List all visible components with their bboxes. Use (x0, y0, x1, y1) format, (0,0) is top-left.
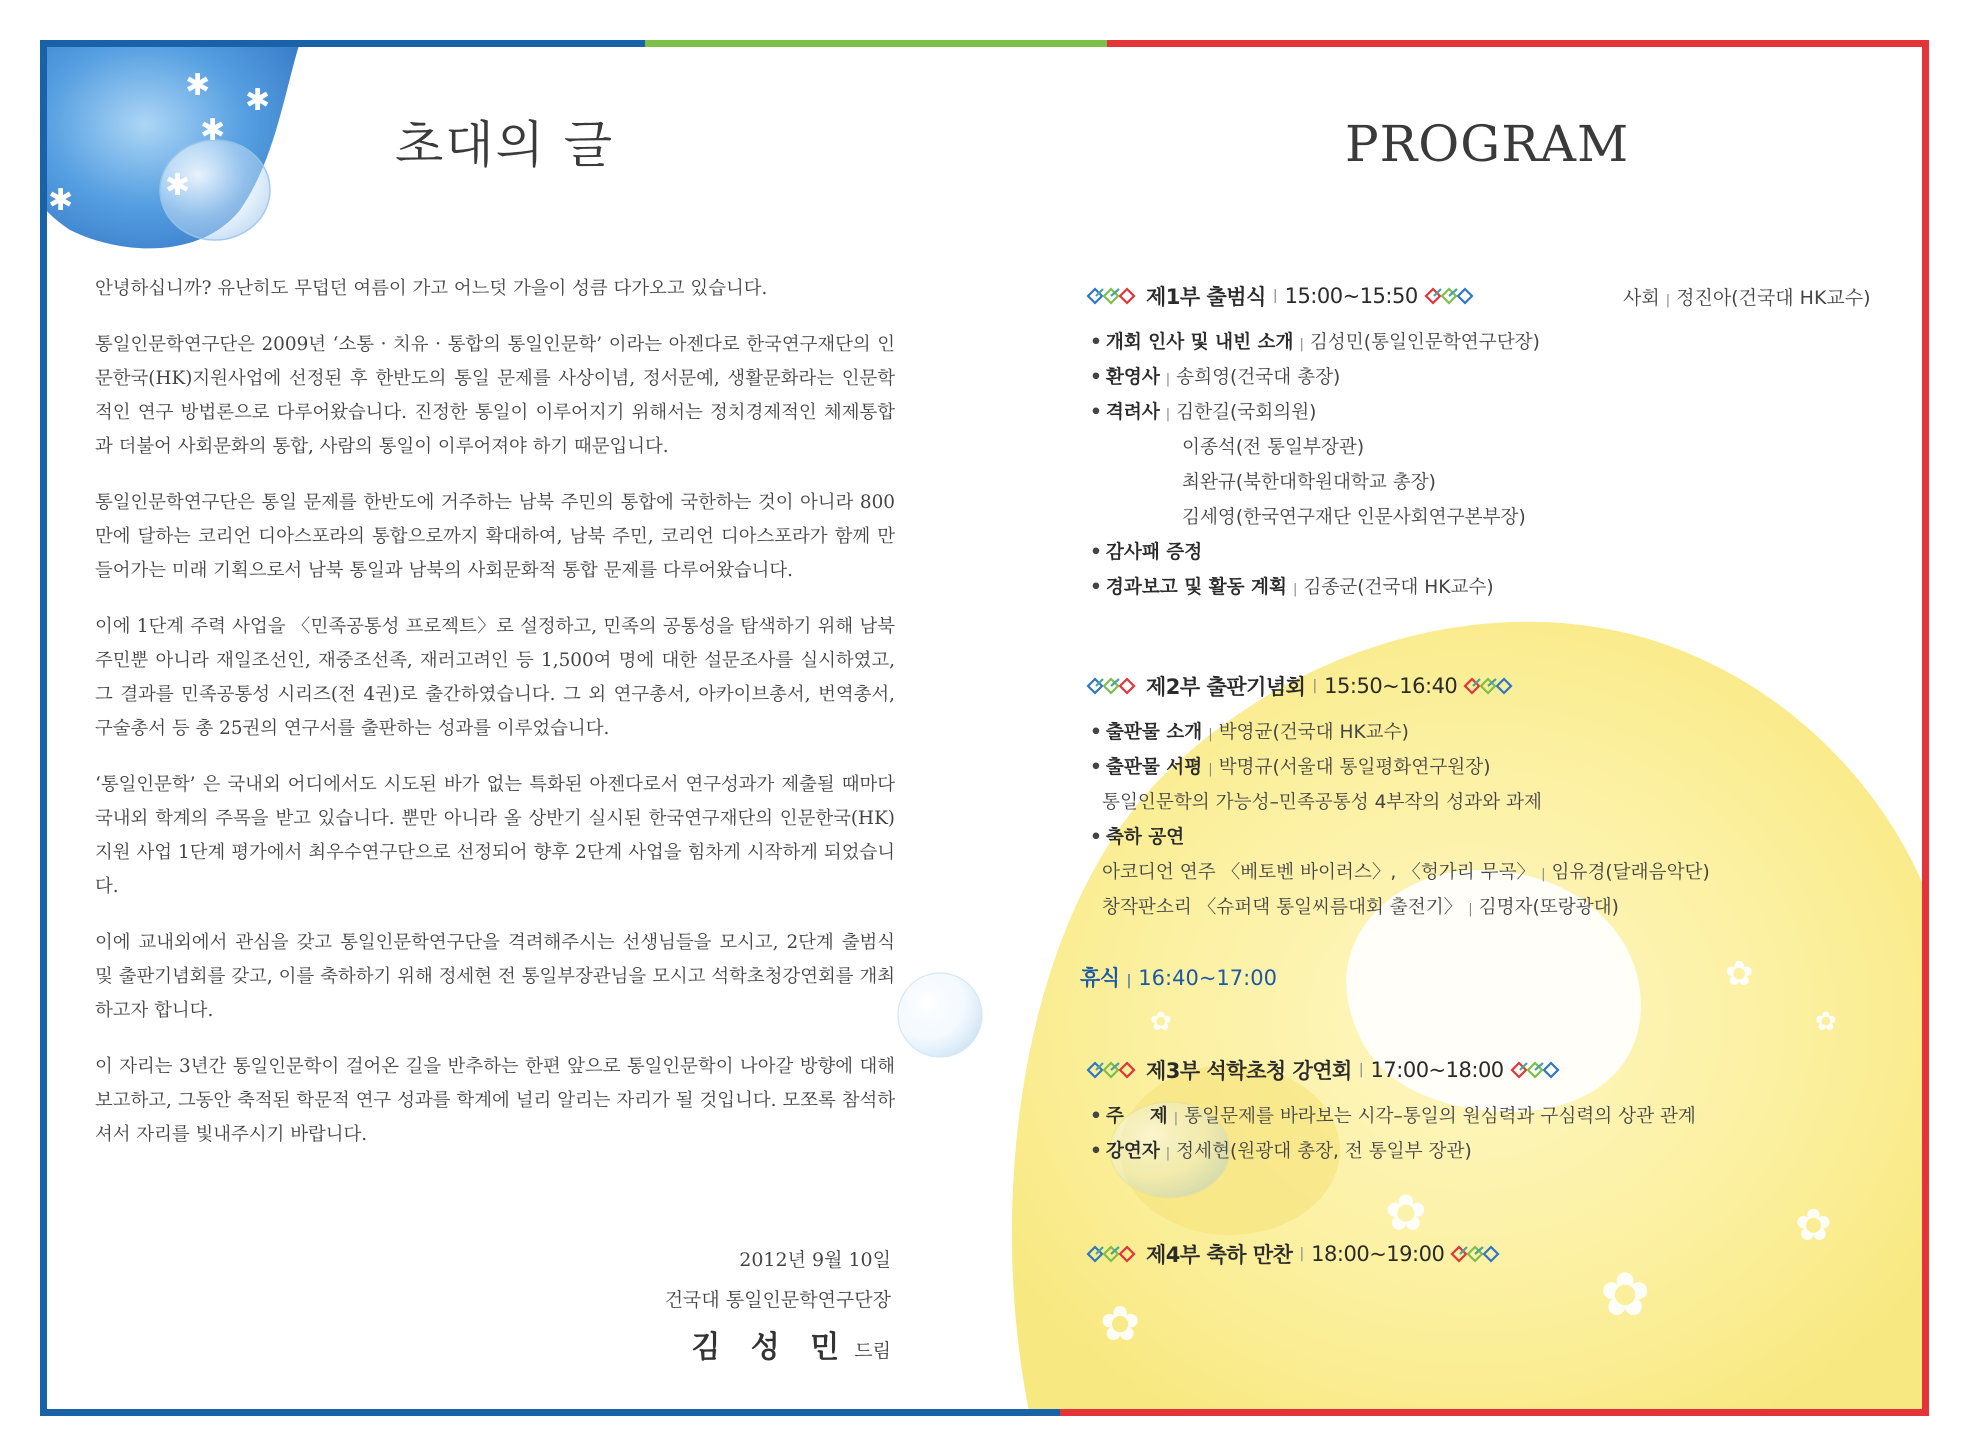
performance-title: 아코디언 연주 〈베토벤 바이러스〉, 〈헝가리 무곡〉 (1102, 862, 1536, 883)
svg-text:✱: ✱ (48, 183, 74, 218)
item-label: 출판물 소개 (1105, 722, 1203, 743)
svg-text:✱: ✱ (245, 83, 271, 118)
signoff-signer-line (665, 1322, 891, 1366)
session1-report: • 경과보고 및 활동 계획 | 김종군(건국대 HK교수) (1090, 577, 1494, 598)
session3-name: 제3부 석학초청 강연회 (1146, 1059, 1352, 1083)
session3-item: • 주 제 | 통일문제를 바라보는 시각–통일의 원심력과 구심력의 상관 관계 (1090, 1106, 1696, 1127)
item-label: 격려사 (1105, 402, 1160, 423)
svg-text:✿: ✿ (1725, 954, 1754, 994)
session2-review-topic: 통일인문학의 가능성–민족공통성 4부작의 성과와 과제 (1102, 792, 1542, 813)
break-name: 휴식 (1080, 966, 1120, 990)
signoff-signer: 김 성 민 (691, 1330, 850, 1365)
letter-paragraph: 이에 1단계 주력 사업을 〈민족공통성 프로젝트〉로 설정하고, 민족의 공통성을 탐색하기 위해 남북 주민뿐 아니라 재일조선인, 재중조선족, 재러고려인 등 1,500여 명에 대한 설문조사를 실시하였고, 그 결과를 민족공통성 시리즈(전 4권)로 출간하였습니다. 그 외 연구총서, 아카이브총서, 번역총서, 구술총서 등 총 25권의 연구서를 출판하는 성과를 이루었습니다. (95, 616, 895, 739)
frame-border-top-blue (40, 40, 645, 47)
svg-text:✱: ✱ (200, 113, 226, 148)
performance-performer: 임유경(달래음악단) (1551, 862, 1710, 883)
item-label: 주 제 (1105, 1106, 1168, 1127)
host-label: 사회 (1623, 287, 1660, 309)
knot-pattern-icon (1422, 285, 1480, 307)
knot-pattern-icon (1084, 675, 1142, 697)
session1-time: 15:00~15:50 (1284, 284, 1418, 308)
host-info (1623, 283, 1871, 310)
session1-speaker: 김세영(한국연구재단 인문사회연구본부장) (1182, 507, 1526, 528)
knot-pattern-icon (1084, 1243, 1142, 1265)
session1-plaque: • 감사패 증정 (1090, 542, 1203, 563)
session1-speaker: 이종석(전 통일부장관) (1182, 437, 1365, 458)
session2-celebration: • 축하 공연 (1090, 827, 1185, 848)
session1-item: • 환영사 | 송희영(건국대 총장) (1090, 367, 1341, 388)
invitation-title: 초대의 글 (395, 116, 615, 174)
program-title: PROGRAM (1345, 115, 1630, 173)
session2-header (1080, 670, 1523, 702)
separator: | (1665, 293, 1671, 308)
knot-pattern-icon (1461, 675, 1519, 697)
signoff (665, 1240, 891, 1366)
letter-paragraph: ‘통일인문학’ 은 국내외 어디에서도 시도된 바가 없는 특화된 아젠다로서 연구성과가 제출될 때마다 국내외 학계의 주목을 받고 있습니다. 뿐만 아니라 올 상반기 실시된 한국연구재단의 인문한국(HK)지원 사업 1단계 평가에서 최우수연구단으로 선정되어 향후 2단계 사업을 힘차게 시작하게 되었습니다. (95, 774, 895, 897)
session4-time: 18:00~19:00 (1311, 1242, 1445, 1266)
letter-paragraph: 이 자리는 3년간 통일인문학이 걸어온 길을 반추하는 한편 앞으로 통일인문학이 나아갈 방향에 대해 보고하고, 그동안 축적된 학문적 연구 성과를 학계에 널리 알리는 자리가 될 것입니다. 모쪼록 참석하셔서 자리를 빛내주시기 바랍니다. (95, 1056, 895, 1145)
frame-border-top-green (645, 40, 1107, 47)
svg-text:✿: ✿ (1385, 1184, 1427, 1242)
session2-time: 15:50~16:40 (1324, 674, 1458, 698)
session1-name: 제1부 출범식 (1146, 285, 1266, 309)
separator: | (1358, 1062, 1364, 1078)
item-value: 박명규(서울대 통일평화연구원장) (1218, 757, 1491, 778)
session2-item: • 출판물 소개 | 박영균(건국대 HK교수) (1090, 722, 1409, 743)
separator: | (1126, 973, 1132, 989)
svg-text:✿: ✿ (1815, 1007, 1837, 1037)
item-value: 박영균(건국대 HK교수) (1218, 722, 1409, 743)
water-droplet-icon (898, 973, 982, 1057)
svg-text:✿: ✿ (1100, 1296, 1141, 1352)
signoff-organization: 건국대 통일인문학연구단장 (664, 1289, 891, 1311)
session3-time: 17:00~18:00 (1370, 1058, 1504, 1082)
session3-header (1080, 1054, 1570, 1086)
svg-text:✱: ✱ (165, 168, 191, 203)
session2-item: • 출판물 서평 | 박명규(서울대 통일평화연구원장) (1090, 757, 1491, 778)
item-label: 출판물 서평 (1105, 757, 1203, 778)
item-label: 환영사 (1105, 367, 1160, 388)
performance-title: 창작판소리 〈슈퍼댁 통일씨름대회 출전기〉 (1102, 897, 1463, 918)
session2-name: 제2부 출판기념회 (1146, 675, 1306, 699)
item-label: 축하 공연 (1105, 827, 1185, 848)
item-value: 정세현(원광대 총장, 전 통일부 장관) (1176, 1141, 1472, 1162)
session4-header (1080, 1238, 1510, 1270)
knot-pattern-icon (1084, 285, 1142, 307)
frame-border-bottom-red (1060, 1409, 1929, 1416)
item-label: 경과보고 및 활동 계획 (1105, 577, 1287, 598)
letter-paragraph: 통일인문학연구단은 통일 문제를 한반도에 거주하는 남북 주민의 통합에 국한하는 것이 아니라 800만에 달하는 코리언 디아스포라의 통합으로까지 확대하여, 남북 주민, 코리언 디아스포라가 함께 만들어가는 미래 기획으로서 남북 통일과 남북의 사회문화적 통합 문제를 다루어왔습니다. (95, 492, 895, 581)
separator: | (1272, 288, 1278, 304)
session1-item: • 격려사 | 김한길(국회의원) (1090, 402, 1317, 423)
break-header (1080, 962, 1277, 992)
svg-text:✱: ✱ (185, 68, 211, 103)
separator: | (1299, 1246, 1305, 1262)
session2-performance: 아코디언 연주 〈베토벤 바이러스〉, 〈헝가리 무곡〉 | 임유경(달래음악단) (1102, 862, 1710, 883)
frame-border-bottom-blue (40, 1409, 1060, 1416)
host-name: 정진아(건국대 HK교수) (1676, 287, 1871, 309)
item-value: 김성민(통일인문학연구단장) (1309, 332, 1540, 353)
svg-text:✿: ✿ (1795, 1200, 1832, 1251)
svg-text:✿: ✿ (1150, 1007, 1172, 1037)
signoff-date: 2012년 9월 10일 (739, 1249, 891, 1271)
letter-paragraph: 통일인문학연구단은 2009년 ‘소통 · 치유 · 통합의 통일인문학’ 이라는 아젠다로 한국연구재단의 인문한국(HK)지원사업에 선정된 후 한반도의 통일 문제를 사상이념, 정서문예, 생활문화라는 인문학적인 연구 방법론으로 다루어왔습니다. 진정한 통일이 이루어지기 위해서는 정치경제적인 체제통합과 더불어 사회문화의 통합, 사람의 통일이 이루어져야 하기 때문입니다. (95, 334, 895, 457)
session2-performance: 창작판소리 〈슈퍼댁 통일씨름대회 출전기〉 | 김명자(또랑광대) (1102, 897, 1619, 918)
session1-header (1080, 280, 1484, 312)
knot-pattern-icon (1084, 1059, 1142, 1081)
session1-speaker: 최완규(북한대학원대학교 총장) (1182, 472, 1436, 493)
session1-item: • 개회 인사 및 내빈 소개 | 김성민(통일인문학연구단장) (1090, 332, 1540, 353)
item-label: 감사패 증정 (1105, 542, 1203, 563)
item-value: 통일문제를 바라보는 시각–통일의 원심력과 구심력의 상관 관계 (1184, 1106, 1696, 1127)
frame-border-top-red (1107, 40, 1929, 47)
performance-performer: 김명자(또랑광대) (1478, 897, 1619, 918)
break-time: 16:40~17:00 (1138, 966, 1277, 990)
session3-item: • 강연자 | 정세현(원광대 총장, 전 통일부 장관) (1090, 1141, 1472, 1162)
item-label: 강연자 (1105, 1141, 1160, 1162)
separator: | (1312, 678, 1318, 694)
letter-paragraph: 이에 교내외에서 관심을 갖고 통일인문학연구단을 격려해주시는 선생님들을 모시고, 2단계 출범식 및 출판기념회를 갖고, 이를 축하하기 위해 정세현 전 통일부장관님을 모시고 석학초청강연회를 개최하고자 합니다. (95, 932, 895, 1021)
invitation-letter (95, 272, 895, 1174)
item-label: 개회 인사 및 내빈 소개 (1105, 332, 1294, 353)
letter-paragraph: 안녕하십니까? 유난히도 무덥던 여름이 가고 어느덧 가을이 성큼 다가오고 있습니다. (95, 278, 768, 299)
item-value: 김종군(건국대 HK교수) (1303, 577, 1494, 598)
item-value: 김한길(국회의원) (1176, 402, 1317, 423)
frame-border-right (1922, 40, 1929, 1416)
item-value: 송희영(건국대 총장) (1176, 367, 1341, 388)
svg-text:✿: ✿ (1600, 1260, 1651, 1330)
signoff-suffix: 드림 (854, 1340, 891, 1362)
session4-name: 제4부 축하 만찬 (1146, 1243, 1293, 1267)
knot-pattern-icon (1448, 1243, 1506, 1265)
knot-pattern-icon (1508, 1059, 1566, 1081)
frame-border-left (40, 40, 47, 1416)
